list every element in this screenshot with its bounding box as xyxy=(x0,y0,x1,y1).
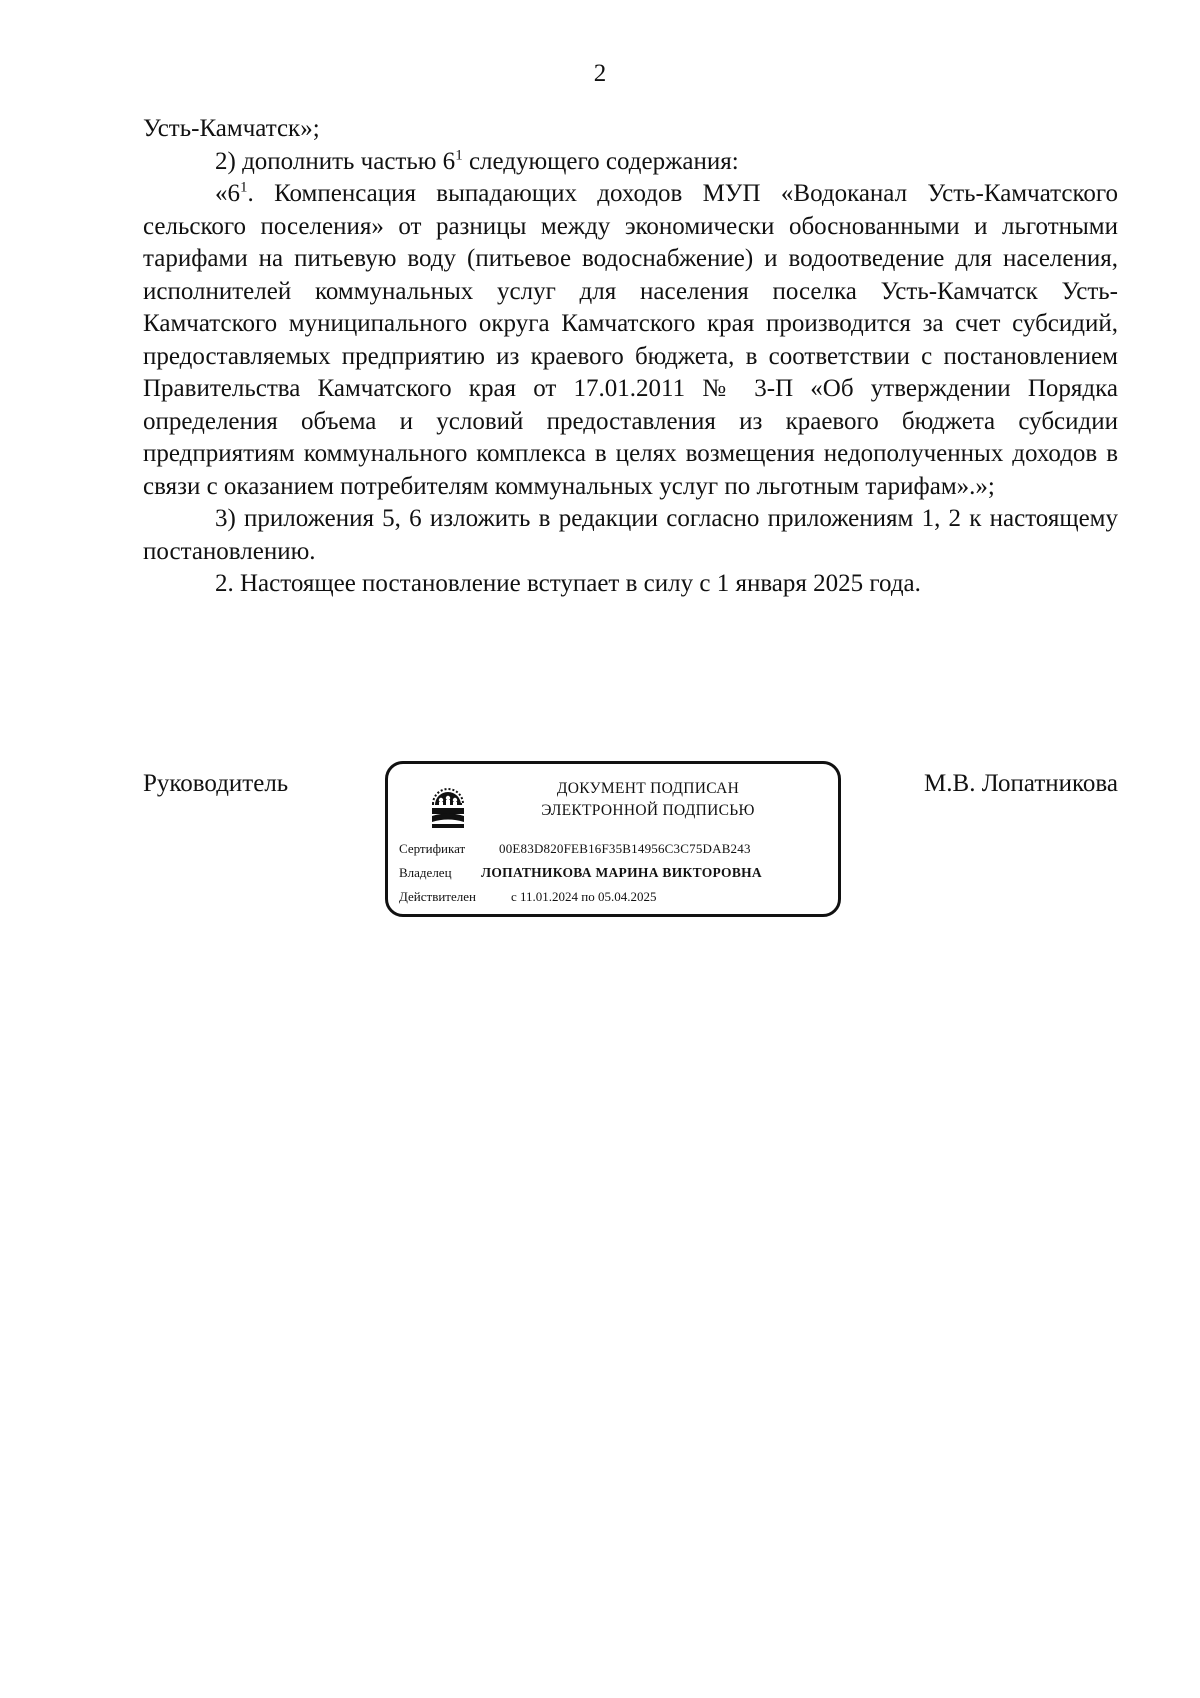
stamp-title-line-2: ЭЛЕКТРОННОЙ ПОДПИСЬЮ xyxy=(541,802,755,819)
paragraph-1-text: Усть-Камчатск»; xyxy=(143,115,320,142)
paragraph-3-text: . Компенсация выпадающих доходов МУП «Водоканал Усть-Камчатского сельского поселения» от разницы между экономически обоснованными и льготными тарифами на питьевую воду (питьевое водоснабжение) и водоотведение для населения, исполнителей коммунальных услуг для населения поселка Усть-Камчатск Усть-Камчатского муниципального округа Камчатского края производится за счет субсидий, предоставляемых предприятию из краевого бюджета, в соответствии с постановлением Правительства Камчатского края от 17.01.2011 № 3-П «Об утверждении Порядка определения объема и условий предоставления из краевого бюджета субсидии предприятиям коммунального комплекса в целях возмещения недополученных доходов в связи с оказанием потребителям коммунальных услуг по льготным тарифам».»; xyxy=(143,180,1118,500)
stamp-title-line-1: ДОКУМЕНТ ПОДПИСАН xyxy=(556,780,740,797)
paragraph-4-text: 3) приложения 5, 6 изложить в редакции согласно приложениям 1, 2 к настоящему постановлению. xyxy=(143,505,1118,565)
paragraph-5-text: 2. Настоящее постановление вступает в силу с 1 января 2025 года. xyxy=(215,570,921,597)
stamp-validity-row xyxy=(399,888,657,906)
signer-name: М.В. Лопатникова xyxy=(924,770,1118,797)
stamp-certificate-row xyxy=(399,840,751,858)
certificate-label: Сертификат xyxy=(399,841,466,856)
validity-label: Действителен xyxy=(399,889,476,904)
regional-emblem-icon xyxy=(424,782,472,830)
paragraph-3 xyxy=(143,178,1118,503)
paragraph-4 xyxy=(143,503,1118,568)
owner-label: Владелец xyxy=(399,865,452,880)
paragraph-3-open: «6 xyxy=(215,180,240,207)
paragraph-3-superscript: 1 xyxy=(240,179,248,196)
signer-position: Руководитель xyxy=(143,770,289,797)
paragraph-1 xyxy=(143,113,1118,146)
document-body xyxy=(143,113,1118,601)
paragraph-2-superscript: 1 xyxy=(455,147,463,164)
paragraph-2-text-b: следующего содержания: xyxy=(462,147,739,175)
paragraph-2 xyxy=(143,146,1118,179)
certificate-value: 00E83D820FEB16F35B14956C3C75DAB243 xyxy=(499,841,751,856)
stamp-title xyxy=(498,778,798,822)
page-number: 2 xyxy=(593,60,607,87)
paragraph-2-text-a: 2) дополнить частью 6 xyxy=(215,147,456,175)
stamp-owner-row xyxy=(399,864,762,882)
validity-value: с 11.01.2024 по 05.04.2025 xyxy=(511,889,657,904)
paragraph-5 xyxy=(143,568,1118,601)
owner-value: ЛОПАТНИКОВА МАРИНА ВИКТОРОВНА xyxy=(481,865,762,880)
electronic-signature-stamp xyxy=(385,761,841,917)
